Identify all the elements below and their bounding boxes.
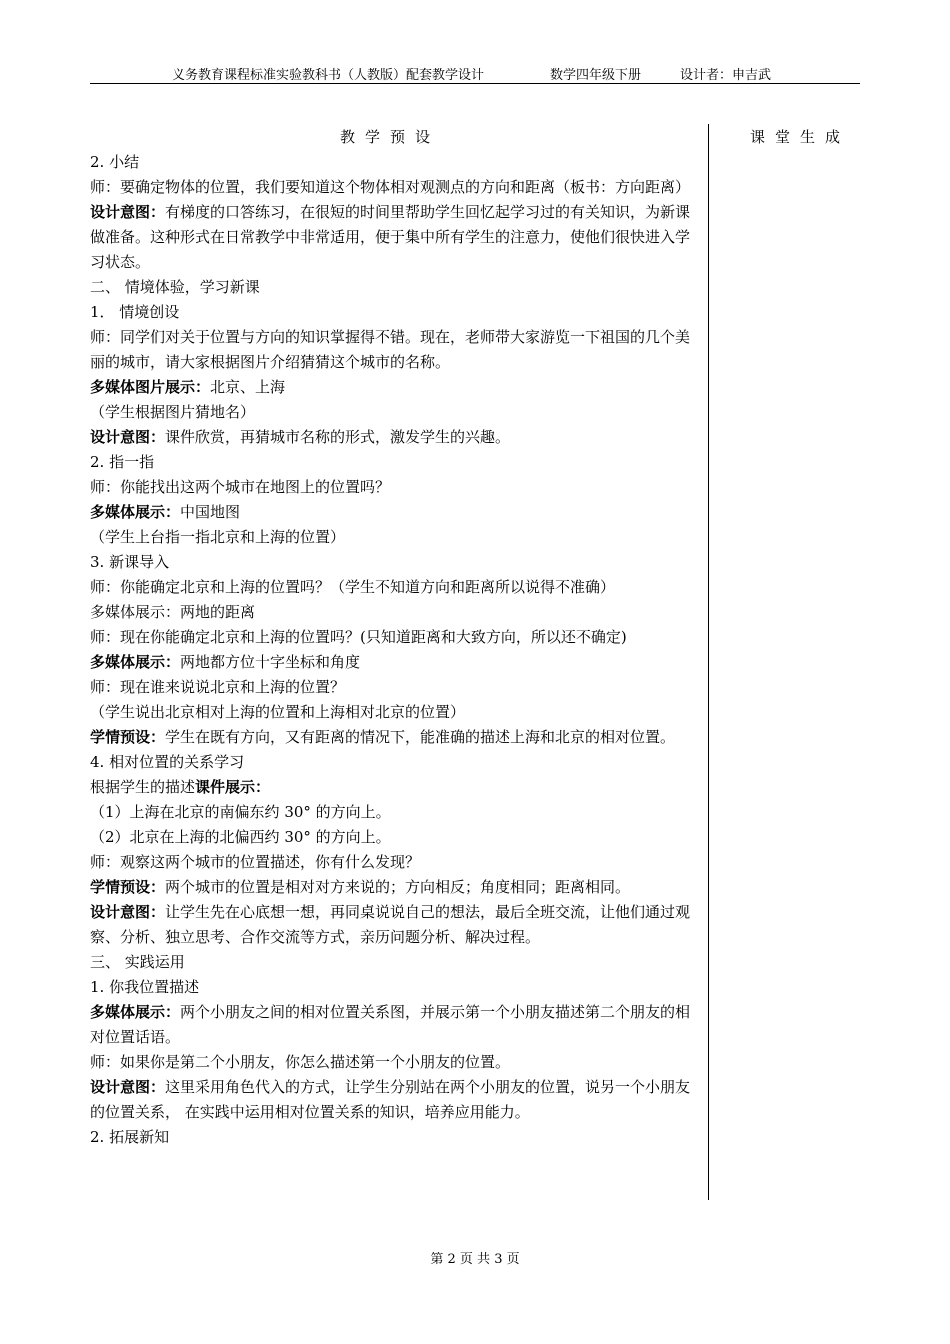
content-paragraph bbox=[90, 675, 702, 700]
content-paragraph bbox=[90, 300, 702, 325]
paragraph-label: 课件展示： bbox=[195, 778, 271, 796]
content-paragraph bbox=[90, 1075, 702, 1125]
paragraph-text: 让学生先在心底想一想，再同桌说说自己的想法，最后全班交流，让他们通过观察、分析、独立思考、合作交流等方式，亲历问题分析、解决过程。 bbox=[90, 903, 691, 946]
lesson-plan-body bbox=[90, 150, 702, 1150]
paragraph-label: 多媒体图片展示： bbox=[90, 378, 211, 396]
paragraph-label: 多媒体展示： bbox=[90, 1003, 181, 1021]
content-paragraph bbox=[90, 1125, 702, 1150]
paragraph-text: 师：要确定物体的位置，我们要知道这个物体相对观测点的方向和距离（板书：方向距离） bbox=[90, 178, 691, 196]
paragraph-text: 2. 小结 bbox=[90, 153, 140, 171]
paragraph-label: 多媒体展示： bbox=[90, 503, 181, 521]
header-grade: 数学四年级下册 bbox=[550, 68, 642, 83]
paragraph-text: 两地都方位十字坐标和角度 bbox=[180, 653, 361, 671]
paragraph-text: 根据学生的描述 bbox=[90, 778, 196, 796]
paragraph-text: （2）北京在上海的北偏西约 30° 的方向上。 bbox=[90, 828, 391, 846]
paragraph-text: 学生在既有方向，又有距离的情况下，能准确的描述上海和北京的相对位置。 bbox=[165, 728, 676, 746]
paragraph-text: 师：你能找出这两个城市在地图上的位置吗？ bbox=[90, 478, 391, 496]
content-paragraph bbox=[90, 950, 702, 975]
paragraph-text: 师：同学们对关于位置与方向的知识掌握得不错。现在，老师带大家游览一下祖国的几个美丽的城市，请大家根据图片介绍猜猜这个城市的名称。 bbox=[90, 328, 691, 371]
content-paragraph bbox=[90, 775, 702, 800]
page-header bbox=[90, 62, 860, 84]
paragraph-label: 多媒体展示： bbox=[90, 653, 181, 671]
content-paragraph bbox=[90, 400, 702, 425]
paragraph-text: 中国地图 bbox=[180, 503, 241, 521]
content-paragraph bbox=[90, 475, 702, 500]
content-paragraph bbox=[90, 850, 702, 875]
content-paragraph bbox=[90, 1050, 702, 1075]
paragraph-label: 设计意图： bbox=[90, 428, 166, 446]
content-paragraph bbox=[90, 425, 702, 450]
paragraph-text: 师：现在谁来说说北京和上海的位置？ bbox=[90, 678, 346, 696]
content-paragraph bbox=[90, 150, 702, 175]
content-paragraph bbox=[90, 725, 702, 750]
content-paragraph bbox=[90, 700, 702, 725]
paragraph-text: 三、 实践运用 bbox=[90, 953, 185, 971]
content-paragraph bbox=[90, 525, 702, 550]
paragraph-label: 学情预设： bbox=[90, 728, 166, 746]
page-footer: 第 2 页 共 3 页 bbox=[430, 1252, 520, 1267]
paragraph-text: 课件欣赏，再猜城市名称的形式，激发学生的兴趣。 bbox=[165, 428, 511, 446]
paragraph-label: 学情预设： bbox=[90, 878, 166, 896]
content-paragraph bbox=[90, 800, 702, 825]
paragraph-text: （学生说出北京相对上海的位置和上海相对北京的位置） bbox=[90, 703, 466, 721]
content-paragraph bbox=[90, 275, 702, 300]
content-paragraph bbox=[90, 200, 702, 275]
left-column-title: 教学预设 bbox=[340, 128, 441, 146]
paragraph-label: 设计意图： bbox=[90, 903, 166, 921]
paragraph-text: 这里采用角色代入的方式，让学生分别站在两个小朋友的位置，说另一个小朋友的位置关系， 在实践中运用相对位置关系的知识，培养应用能力。 bbox=[90, 1078, 691, 1121]
paragraph-text: 1． 情境创设 bbox=[90, 303, 180, 321]
paragraph-text: （学生根据图片猜地名） bbox=[90, 403, 256, 421]
paragraph-text: 两个小朋友之间的相对位置关系图，并展示第一个小朋友描述第二个朋友的相对位置话语。 bbox=[90, 1003, 691, 1046]
paragraph-label: 设计意图： bbox=[90, 203, 166, 221]
paragraph-text: 有梯度的口答练习，在很短的时间里帮助学生回忆起学习过的有关知识，为新课做准备。这种形式在日常教学中非常适用，便于集中所有学生的注意力，使他们很快进入学习状态。 bbox=[90, 203, 691, 271]
content-paragraph bbox=[90, 600, 702, 625]
right-column-title: 课堂生成 bbox=[750, 128, 851, 146]
paragraph-text: （学生上台指一指北京和上海的位置） bbox=[90, 528, 346, 546]
content-paragraph bbox=[90, 325, 702, 375]
content-paragraph bbox=[90, 550, 702, 575]
paragraph-text: 师：观察这两个城市的位置描述，你有什么发现？ bbox=[90, 853, 421, 871]
paragraph-text: 2. 拓展新知 bbox=[90, 1128, 170, 1146]
paragraph-text: 多媒体展示：两地的距离 bbox=[90, 603, 256, 621]
paragraph-text: 二、 情境体验，学习新课 bbox=[90, 278, 260, 296]
paragraph-text: 两个城市的位置是相对对方来说的；方向相反；角度相同；距离相同。 bbox=[165, 878, 631, 896]
content-paragraph bbox=[90, 500, 702, 525]
content-paragraph bbox=[90, 175, 702, 200]
content-paragraph bbox=[90, 975, 702, 1000]
content-paragraph bbox=[90, 900, 702, 950]
paragraph-text: 4. 相对位置的关系学习 bbox=[90, 753, 245, 771]
content-paragraph bbox=[90, 650, 702, 675]
content-paragraph bbox=[90, 825, 702, 850]
paragraph-text: 3. 新课导入 bbox=[90, 553, 170, 571]
paragraph-text: 师：如果你是第二个小朋友，你怎么描述第一个小朋友的位置。 bbox=[90, 1053, 511, 1071]
header-designer: 设计者：申吉武 bbox=[680, 68, 772, 83]
paragraph-text: 1. 你我位置描述 bbox=[90, 978, 200, 996]
paragraph-text: 2. 指一指 bbox=[90, 453, 155, 471]
content-paragraph bbox=[90, 875, 702, 900]
content-paragraph bbox=[90, 575, 702, 600]
content-paragraph bbox=[90, 450, 702, 475]
column-divider bbox=[708, 124, 709, 1200]
content-paragraph bbox=[90, 375, 702, 400]
content-paragraph bbox=[90, 1000, 702, 1050]
paragraph-label: 设计意图： bbox=[90, 1078, 166, 1096]
paragraph-text: 师：你能确定北京和上海的位置吗？（学生不知道方向和距离所以说得不准确） bbox=[90, 578, 616, 596]
content-paragraph bbox=[90, 625, 702, 650]
paragraph-text: 北京、上海 bbox=[210, 378, 286, 396]
paragraph-text: （1）上海在北京的南偏东约 30° 的方向上。 bbox=[90, 803, 391, 821]
header-book-title: 义务教育课程标准实验教科书（人教版）配套教学设计 bbox=[172, 68, 485, 83]
content-paragraph bbox=[90, 750, 702, 775]
paragraph-text: 师：现在你能确定北京和上海的位置吗？(只知道距离和大致方向，所以还不确定) bbox=[90, 628, 627, 646]
